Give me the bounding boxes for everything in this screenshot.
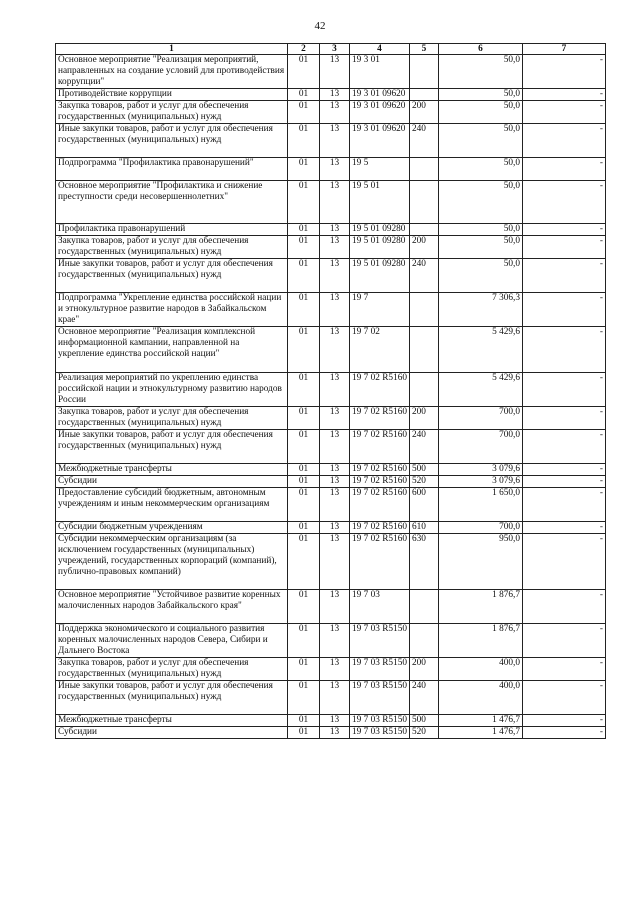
row-target-code: 19 7 02 R5160 xyxy=(350,430,410,464)
row-name: Поддержка экономического и социального развития коренных малочисленных народов Севера, Сибири и Дальнего Востока xyxy=(56,624,288,658)
row-section: 01 xyxy=(288,236,320,259)
row-expense-type: 200 xyxy=(410,101,439,124)
table-row xyxy=(56,373,606,407)
row-target-code: 19 7 xyxy=(350,293,410,327)
row-section: 01 xyxy=(288,181,320,224)
table-row xyxy=(56,534,606,590)
table-row xyxy=(56,327,606,373)
row-amount: 50,0 xyxy=(439,181,523,224)
table-row xyxy=(56,715,606,727)
row-name: Основное мероприятие "Реализация комплексной информационной кампании, направленной на укрепление единства российской нации" xyxy=(56,327,288,373)
row-name: Иные закупки товаров, работ и услуг для обеспечения государственных (муниципальных) нужд xyxy=(56,259,288,293)
table-row xyxy=(56,488,606,522)
row-expense-type: 240 xyxy=(410,681,439,715)
row-column-7: - xyxy=(523,534,606,590)
row-column-7: - xyxy=(523,293,606,327)
row-column-7: - xyxy=(523,55,606,89)
row-name: Закупка товаров, работ и услуг для обеспечения государственных (муниципальных) нужд xyxy=(56,236,288,259)
row-column-7: - xyxy=(523,407,606,430)
table-body xyxy=(56,55,606,739)
row-target-code: 19 5 01 09280 xyxy=(350,224,410,236)
row-column-7: - xyxy=(523,522,606,534)
row-subsection: 13 xyxy=(320,373,350,407)
table-row xyxy=(56,101,606,124)
row-target-code: 19 7 02 R5160 xyxy=(350,522,410,534)
row-name: Противодействие коррупции xyxy=(56,89,288,101)
row-section: 01 xyxy=(288,681,320,715)
row-subsection: 13 xyxy=(320,236,350,259)
row-subsection: 13 xyxy=(320,590,350,624)
row-target-code: 19 7 03 R5150 xyxy=(350,681,410,715)
column-header: 7 xyxy=(523,44,606,55)
row-amount: 50,0 xyxy=(439,236,523,259)
row-target-code: 19 3 01 09620 xyxy=(350,124,410,158)
row-subsection: 13 xyxy=(320,658,350,681)
row-section: 01 xyxy=(288,624,320,658)
row-column-7: - xyxy=(523,124,606,158)
page-number: 42 xyxy=(314,20,326,32)
row-amount: 1 476,7 xyxy=(439,727,523,739)
table-row xyxy=(56,464,606,476)
row-amount: 1 476,7 xyxy=(439,715,523,727)
row-section: 01 xyxy=(288,658,320,681)
table-row xyxy=(56,407,606,430)
row-target-code: 19 7 02 xyxy=(350,327,410,373)
row-name: Реализация мероприятий по укреплению единства российской нации и этнокультурному развитию народов России xyxy=(56,373,288,407)
table-row xyxy=(56,124,606,158)
row-column-7: - xyxy=(523,727,606,739)
row-target-code: 19 3 01 09620 xyxy=(350,101,410,124)
row-subsection: 13 xyxy=(320,124,350,158)
row-expense-type xyxy=(410,373,439,407)
row-target-code: 19 7 03 R5150 xyxy=(350,624,410,658)
header-row xyxy=(56,44,606,55)
row-target-code: 19 3 01 xyxy=(350,55,410,89)
row-name: Закупка товаров, работ и услуг для обеспечения государственных (муниципальных) нужд xyxy=(56,658,288,681)
row-expense-type xyxy=(410,224,439,236)
row-amount: 3 079,6 xyxy=(439,476,523,488)
row-expense-type xyxy=(410,55,439,89)
row-amount: 50,0 xyxy=(439,158,523,181)
row-name: Закупка товаров, работ и услуг для обеспечения государственных (муниципальных) нужд xyxy=(56,101,288,124)
row-section: 01 xyxy=(288,476,320,488)
table-row xyxy=(56,430,606,464)
column-header: 5 xyxy=(410,44,439,55)
table-row xyxy=(56,89,606,101)
row-amount: 5 429,6 xyxy=(439,373,523,407)
row-subsection: 13 xyxy=(320,181,350,224)
row-expense-type: 240 xyxy=(410,124,439,158)
row-expense-type xyxy=(410,590,439,624)
row-name: Субсидии бюджетным учреждениям xyxy=(56,522,288,534)
row-expense-type: 500 xyxy=(410,464,439,476)
row-target-code: 19 7 03 R5150 xyxy=(350,727,410,739)
row-expense-type: 200 xyxy=(410,658,439,681)
row-column-7: - xyxy=(523,476,606,488)
row-subsection: 13 xyxy=(320,727,350,739)
row-column-7: - xyxy=(523,715,606,727)
row-name: Основное мероприятие "Профилактика и снижение преступности среди несовершеннолетних" xyxy=(56,181,288,224)
row-column-7: - xyxy=(523,158,606,181)
row-subsection: 13 xyxy=(320,715,350,727)
row-section: 01 xyxy=(288,259,320,293)
row-name: Основное мероприятие "Устойчивое развитие коренных малочисленных народов Забайкальского края" xyxy=(56,590,288,624)
row-subsection: 13 xyxy=(320,534,350,590)
table-row xyxy=(56,158,606,181)
row-expense-type xyxy=(410,293,439,327)
row-amount: 50,0 xyxy=(439,101,523,124)
row-target-code: 19 7 02 R5160 xyxy=(350,407,410,430)
row-amount: 400,0 xyxy=(439,681,523,715)
row-subsection: 13 xyxy=(320,293,350,327)
row-amount: 3 079,6 xyxy=(439,464,523,476)
row-section: 01 xyxy=(288,464,320,476)
row-target-code: 19 5 01 xyxy=(350,181,410,224)
budget-table xyxy=(55,43,606,739)
row-column-7: - xyxy=(523,681,606,715)
row-subsection: 13 xyxy=(320,681,350,715)
row-subsection: 13 xyxy=(320,430,350,464)
row-subsection: 13 xyxy=(320,89,350,101)
row-column-7: - xyxy=(523,658,606,681)
row-amount: 7 306,3 xyxy=(439,293,523,327)
row-name: Предоставление субсидий бюджетным, автономным учреждениям и иным некоммерческим организациям xyxy=(56,488,288,522)
row-expense-type: 240 xyxy=(410,259,439,293)
row-target-code: 19 7 02 R5160 xyxy=(350,488,410,522)
row-amount: 50,0 xyxy=(439,124,523,158)
row-subsection: 13 xyxy=(320,224,350,236)
row-expense-type xyxy=(410,181,439,224)
row-target-code: 19 7 02 R5160 xyxy=(350,373,410,407)
row-column-7: - xyxy=(523,101,606,124)
column-header: 3 xyxy=(320,44,350,55)
row-amount: 700,0 xyxy=(439,430,523,464)
table-row xyxy=(56,590,606,624)
row-expense-type xyxy=(410,158,439,181)
table-row xyxy=(56,224,606,236)
row-subsection: 13 xyxy=(320,407,350,430)
row-name: Межбюджетные трансферты xyxy=(56,464,288,476)
row-column-7: - xyxy=(523,624,606,658)
row-column-7: - xyxy=(523,430,606,464)
table-row xyxy=(56,181,606,224)
row-name: Межбюджетные трансферты xyxy=(56,715,288,727)
row-name: Основное мероприятие "Реализация мероприятий, направленных на создание условий для противодействия коррупции" xyxy=(56,55,288,89)
row-column-7: - xyxy=(523,464,606,476)
row-target-code: 19 7 02 R5160 xyxy=(350,464,410,476)
row-column-7: - xyxy=(523,181,606,224)
table-row xyxy=(56,293,606,327)
table-row xyxy=(56,55,606,89)
table-row xyxy=(56,624,606,658)
row-subsection: 13 xyxy=(320,55,350,89)
row-column-7: - xyxy=(523,259,606,293)
row-subsection: 13 xyxy=(320,522,350,534)
table-row xyxy=(56,476,606,488)
row-subsection: 13 xyxy=(320,259,350,293)
row-section: 01 xyxy=(288,373,320,407)
row-name: Подпрограмма "Укрепление единства российской нации и этнокультурное развитие народов в Забайкальском крае" xyxy=(56,293,288,327)
row-column-7: - xyxy=(523,327,606,373)
row-section: 01 xyxy=(288,590,320,624)
row-target-code: 19 7 03 R5150 xyxy=(350,715,410,727)
row-section: 01 xyxy=(288,715,320,727)
row-name: Субсидии xyxy=(56,476,288,488)
row-section: 01 xyxy=(288,89,320,101)
row-column-7: - xyxy=(523,89,606,101)
row-expense-type: 520 xyxy=(410,727,439,739)
row-amount: 1 650,0 xyxy=(439,488,523,522)
row-target-code: 19 5 xyxy=(350,158,410,181)
row-section: 01 xyxy=(288,293,320,327)
row-subsection: 13 xyxy=(320,464,350,476)
row-amount: 950,0 xyxy=(439,534,523,590)
row-subsection: 13 xyxy=(320,488,350,522)
row-name: Субсидии некоммерческим организациям (за исключением государственных (муниципальных) учреждений, государственных корпораций (компаний), публично-правовых компаний) xyxy=(56,534,288,590)
table-row xyxy=(56,727,606,739)
row-amount: 50,0 xyxy=(439,224,523,236)
row-section: 01 xyxy=(288,224,320,236)
row-section: 01 xyxy=(288,522,320,534)
row-section: 01 xyxy=(288,101,320,124)
row-name: Подпрограмма "Профилактика правонарушений" xyxy=(56,158,288,181)
row-amount: 50,0 xyxy=(439,89,523,101)
row-amount: 700,0 xyxy=(439,407,523,430)
row-expense-type: 600 xyxy=(410,488,439,522)
row-amount: 700,0 xyxy=(439,522,523,534)
table-row xyxy=(56,236,606,259)
column-header: 4 xyxy=(350,44,410,55)
row-target-code: 19 7 03 R5150 xyxy=(350,658,410,681)
row-subsection: 13 xyxy=(320,101,350,124)
row-column-7: - xyxy=(523,224,606,236)
row-expense-type xyxy=(410,327,439,373)
table-row xyxy=(56,681,606,715)
row-amount: 50,0 xyxy=(439,55,523,89)
row-amount: 1 876,7 xyxy=(439,624,523,658)
column-header: 6 xyxy=(439,44,523,55)
row-section: 01 xyxy=(288,534,320,590)
row-section: 01 xyxy=(288,124,320,158)
row-section: 01 xyxy=(288,727,320,739)
row-section: 01 xyxy=(288,488,320,522)
row-target-code: 19 7 03 xyxy=(350,590,410,624)
row-expense-type: 630 xyxy=(410,534,439,590)
table-row xyxy=(56,658,606,681)
row-expense-type: 240 xyxy=(410,430,439,464)
row-name: Иные закупки товаров, работ и услуг для обеспечения государственных (муниципальных) нужд xyxy=(56,430,288,464)
row-name: Субсидии xyxy=(56,727,288,739)
row-target-code: 19 7 02 R5160 xyxy=(350,534,410,590)
row-subsection: 13 xyxy=(320,158,350,181)
row-expense-type xyxy=(410,89,439,101)
table-row xyxy=(56,259,606,293)
row-subsection: 13 xyxy=(320,624,350,658)
row-section: 01 xyxy=(288,55,320,89)
row-name: Профилактика правонарушений xyxy=(56,224,288,236)
row-column-7: - xyxy=(523,373,606,407)
column-header: 1 xyxy=(56,44,288,55)
column-header: 2 xyxy=(288,44,320,55)
row-name: Иные закупки товаров, работ и услуг для обеспечения государственных (муниципальных) нужд xyxy=(56,681,288,715)
row-amount: 50,0 xyxy=(439,259,523,293)
row-amount: 5 429,6 xyxy=(439,327,523,373)
row-subsection: 13 xyxy=(320,476,350,488)
row-column-7: - xyxy=(523,590,606,624)
row-amount: 400,0 xyxy=(439,658,523,681)
row-subsection: 13 xyxy=(320,327,350,373)
row-name: Закупка товаров, работ и услуг для обеспечения государственных (муниципальных) нужд xyxy=(56,407,288,430)
row-expense-type: 200 xyxy=(410,407,439,430)
row-expense-type: 200 xyxy=(410,236,439,259)
row-expense-type xyxy=(410,624,439,658)
table-row xyxy=(56,522,606,534)
row-target-code: 19 5 01 09280 xyxy=(350,236,410,259)
row-target-code: 19 3 01 09620 xyxy=(350,89,410,101)
row-expense-type: 500 xyxy=(410,715,439,727)
row-amount: 1 876,7 xyxy=(439,590,523,624)
row-section: 01 xyxy=(288,158,320,181)
row-target-code: 19 5 01 09280 xyxy=(350,259,410,293)
row-section: 01 xyxy=(288,430,320,464)
row-section: 01 xyxy=(288,327,320,373)
row-target-code: 19 7 02 R5160 xyxy=(350,476,410,488)
row-column-7: - xyxy=(523,236,606,259)
row-name: Иные закупки товаров, работ и услуг для обеспечения государственных (муниципальных) нужд xyxy=(56,124,288,158)
row-expense-type: 520 xyxy=(410,476,439,488)
row-section: 01 xyxy=(288,407,320,430)
row-column-7: - xyxy=(523,488,606,522)
row-expense-type: 610 xyxy=(410,522,439,534)
